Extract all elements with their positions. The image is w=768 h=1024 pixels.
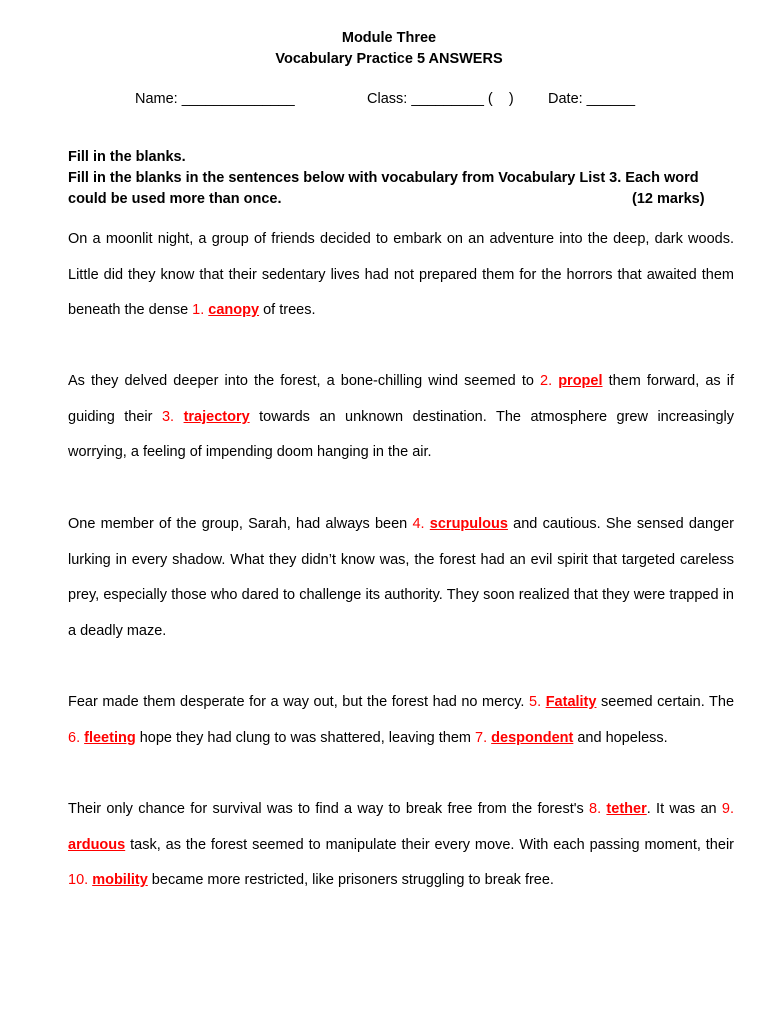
instructions-heading: Fill in the blanks. bbox=[68, 149, 186, 165]
paragraph-5 bbox=[68, 792, 734, 899]
answer-word: tether bbox=[606, 801, 647, 817]
instructions-line-2: could be used more than once. bbox=[68, 191, 282, 207]
paragraph-text: Their only chance for survival was to find a way to break free from the forest's bbox=[68, 801, 590, 817]
blank-number: 4. bbox=[412, 516, 430, 532]
paragraph-text: On a moonlit night, a group of friends decided to embark on an adventure into the deep, dark woods. Little did they know that their sedentary lives had not prepared them for the horrors that awaited them beneath the dense bbox=[68, 231, 734, 319]
paragraph-4 bbox=[68, 685, 734, 756]
paragraph-text: became more restricted, like prisoners struggling to break free. bbox=[147, 872, 554, 889]
name-field: Name: ______________ bbox=[135, 91, 295, 107]
answer-word: despondent bbox=[491, 729, 574, 746]
answer-word: mobility bbox=[92, 872, 148, 889]
paragraph-text: . It was an bbox=[646, 801, 722, 817]
answer-word: trajectory bbox=[183, 408, 250, 425]
paragraph-text: hope they had clung to was shattered, leaving them bbox=[135, 729, 476, 746]
blank-number: 6. bbox=[68, 729, 85, 746]
instructions-line-1: Fill in the blanks in the sentences below with vocabulary from Vocabulary List 3. Each word bbox=[68, 170, 699, 186]
answer-word: propel bbox=[558, 373, 603, 389]
blank-number: 10. bbox=[68, 872, 93, 889]
answer-word: arduous bbox=[68, 836, 126, 853]
class-field: Class: _________ ( ) bbox=[367, 91, 514, 107]
paragraph-text: Fear made them desperate for a way out, but the forest had no mercy. bbox=[68, 694, 530, 710]
paragraph-text: and cautious. She sensed danger lurking in every shadow. What they didn’t know was, the forest had an evil spirit that targeted careless prey, especially those who dared to challenge its authority. They soon realized that they were trapped in a deadly maze. bbox=[68, 516, 735, 639]
marks-label: (12 marks) bbox=[632, 191, 705, 207]
paragraph-text: As they delved deeper into the forest, a bone-chilling wind seemed to bbox=[68, 373, 540, 389]
paragraph-text: and hopeless. bbox=[573, 729, 668, 746]
blank-number: 7. bbox=[475, 729, 492, 746]
date-field: Date: ______ bbox=[548, 91, 636, 107]
answer-word: fleeting bbox=[84, 729, 136, 746]
paragraph-2 bbox=[68, 364, 734, 471]
answer-word: scrupulous bbox=[429, 516, 508, 532]
paragraph-text: task, as the forest seemed to manipulate their every move. With each passing moment, their bbox=[125, 836, 734, 853]
blank-number: 1. bbox=[192, 302, 209, 319]
paragraph-1 bbox=[68, 222, 734, 329]
blank-number: 8. bbox=[589, 801, 607, 817]
paragraph-text: them forward, as if guiding their bbox=[68, 373, 735, 425]
blank-number: 3. bbox=[161, 408, 184, 425]
paragraph-text: One member of the group, Sarah, had always been bbox=[68, 516, 413, 532]
blank-number: 9. bbox=[721, 801, 734, 817]
paragraph-text: seemed certain. The bbox=[596, 694, 735, 710]
paragraph-3 bbox=[68, 507, 734, 649]
page-subtitle: Vocabulary Practice 5 ANSWERS bbox=[275, 51, 503, 67]
answer-word: canopy bbox=[208, 302, 260, 319]
blank-number: 2. bbox=[540, 373, 559, 389]
paragraph-text: towards an unknown destination. The atmosphere grew increasingly worrying, a feeling of impending doom hanging in the air. bbox=[68, 408, 735, 461]
answer-word: Fatality bbox=[545, 694, 597, 710]
blank-number: 5. bbox=[529, 694, 546, 710]
page-title: Module Three bbox=[341, 30, 437, 46]
paragraph-text: of trees. bbox=[259, 302, 316, 319]
